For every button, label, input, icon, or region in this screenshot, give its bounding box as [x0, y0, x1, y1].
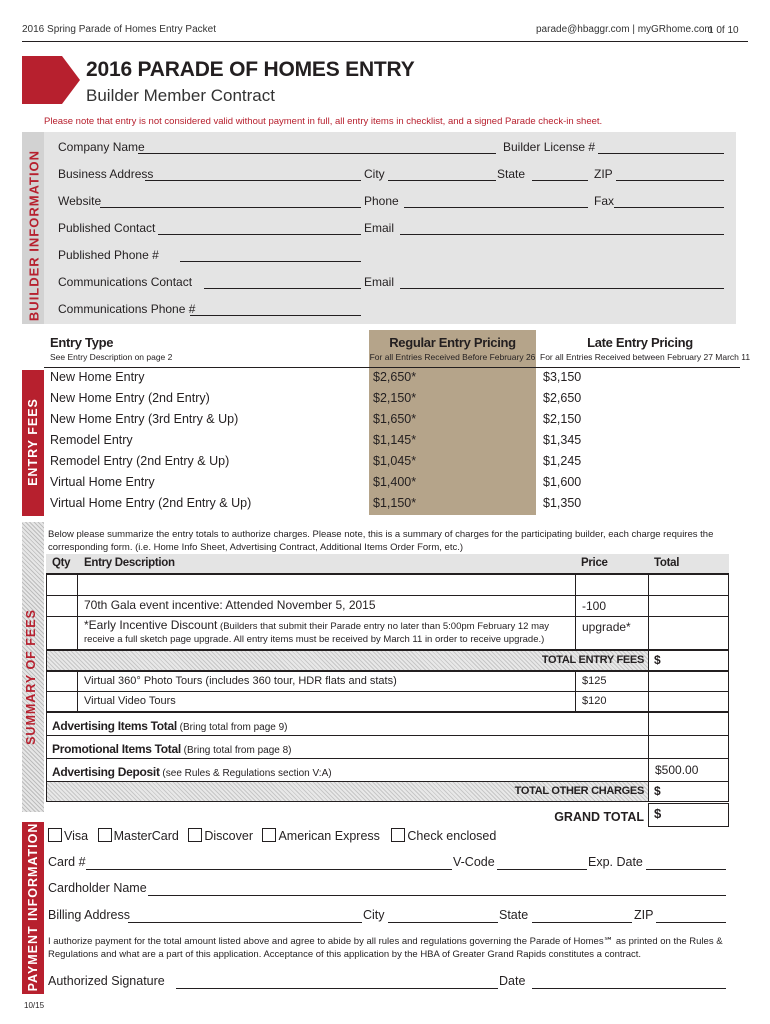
vcode-field[interactable]	[497, 869, 587, 870]
fee-late-price: $2,150	[543, 412, 582, 426]
website-label: Website	[58, 194, 102, 208]
fee-entry-name: Virtual Home Entry (2nd Entry & Up)	[50, 496, 252, 510]
summary-intro: Below please summarize the entry totals to authorize charges. Please note, this is a summary of charges for the participating builder, each charge requires the corresponding form. (i.e. Home Info Sheet, Advertising Contract, Additional Items Order Form, etc.)	[48, 529, 714, 553]
published-phone-label: Published Phone #	[58, 248, 159, 262]
blank-row-price[interactable]	[575, 574, 649, 596]
video-row-total[interactable]	[648, 691, 729, 712]
adv-total-text: Advertising Items Total (Bring total from page 9)	[52, 719, 288, 733]
vcode-label: V-Code	[453, 855, 495, 869]
amex-checkbox[interactable]	[262, 828, 276, 842]
billing-city-label: City	[363, 908, 385, 922]
grand-total-dollar: $	[654, 806, 662, 821]
video-price: $120	[582, 695, 607, 707]
entry-type-head: Entry Type	[50, 335, 114, 350]
gala-row-qty[interactable]	[46, 595, 78, 617]
promo-total-text: Promotional Items Total (Bring total from page 8)	[52, 742, 292, 756]
total-entry-dollar: $	[654, 653, 661, 667]
video-row-qty[interactable]	[46, 691, 78, 712]
business-address-label: Business Address	[58, 167, 154, 181]
fee-late-price: $1,350	[543, 496, 582, 510]
billing-zip-field[interactable]	[656, 922, 726, 923]
zip-field[interactable]	[616, 180, 724, 181]
check-checkbox[interactable]	[391, 828, 405, 842]
state-field[interactable]	[532, 180, 588, 181]
regular-pricing-head: Regular Entry Pricing	[389, 335, 516, 350]
fee-entry-name: Remodel Entry (2nd Entry & Up)	[50, 454, 230, 468]
payment-tab: PAYMENT INFORMATION	[26, 822, 40, 992]
video-text: Virtual Video Tours	[84, 695, 176, 707]
fee-late-price: $1,345	[543, 433, 582, 447]
early-detail: (Builders that submit their Parade entry no later than 5:00pm February 12 may receive a full sketch page upgrade. All entry items must be received by March 11 in order to receive upgrade.)	[84, 621, 550, 645]
zip-label: ZIP	[594, 167, 613, 181]
gala-price: -100	[582, 599, 607, 613]
business-address-field[interactable]	[145, 180, 361, 181]
phone-field[interactable]	[404, 207, 588, 208]
fee-entry-name: New Home Entry (3rd Entry & Up)	[50, 412, 239, 426]
tour360-text: Virtual 360° Photo Tours (includes 360 tour, HDR flats and stats)	[84, 675, 397, 687]
fee-entry-name: New Home Entry (2nd Entry)	[50, 391, 210, 405]
authorization-text: I authorize payment for the total amount listed above and agree to abide by all rules and regulations governing the Parade of Homes℠ as printed on the Rules & Regulations and what are a part of this application. Acceptance of this application by the HBA of Greater Grand Rapids constitutes a contract.	[48, 936, 723, 960]
col-desc: Entry Description	[84, 557, 175, 569]
email-label: Email	[364, 221, 395, 235]
billing-state-label: State	[499, 908, 529, 922]
fee-regular-price: $1,150*	[373, 496, 417, 510]
billing-address-label: Billing Address	[48, 908, 130, 922]
published-contact-label: Published Contact	[58, 221, 156, 235]
communications-phone-label: Communications Phone #	[58, 302, 196, 316]
communications-contact-field[interactable]	[204, 288, 361, 289]
entry-type-note: See Entry Description on page 2	[50, 352, 173, 362]
tour-row-qty[interactable]	[46, 671, 78, 692]
page-subtitle: Builder Member Contract	[86, 86, 275, 105]
early-price: upgrade*	[582, 620, 631, 634]
fee-entry-name: New Home Entry	[50, 370, 145, 384]
fee-late-price: $1,600	[543, 475, 582, 489]
billing-city-field[interactable]	[388, 922, 498, 923]
header-rule	[22, 41, 748, 42]
fax-label: Fax	[594, 194, 615, 208]
city-label: City	[364, 167, 385, 181]
total-other-label: TOTAL OTHER CHARGES	[514, 785, 644, 797]
website-field[interactable]	[100, 207, 361, 208]
tour360-price: $125	[582, 675, 607, 687]
adv-total-field[interactable]	[648, 712, 729, 736]
check-label: Check enclosed	[407, 829, 497, 843]
communications-contact-label: Communications Contact	[58, 275, 193, 289]
promo-total-field[interactable]	[648, 735, 729, 759]
builder-license-label: Builder License #	[503, 140, 596, 154]
page-number: 1 0f 10	[708, 25, 739, 36]
adv-deposit-text: Advertising Deposit (see Rules & Regulations section V:A)	[52, 765, 332, 779]
visa-label: Visa	[64, 829, 89, 843]
cardholder-label: Cardholder Name	[48, 881, 147, 895]
fee-regular-price: $1,400*	[373, 475, 417, 489]
fees-tab: ENTRY FEES	[26, 398, 40, 486]
summary-tab: SUMMARY OF FEES	[24, 609, 38, 745]
fee-late-price: $2,650	[543, 391, 582, 405]
card-type-options	[48, 828, 496, 843]
billing-zip-label: ZIP	[634, 908, 654, 922]
discover-checkbox[interactable]	[188, 828, 202, 842]
contact-info: parade@hbaggr.com | myGRhome.com	[536, 24, 713, 35]
fee-entry-name: Virtual Home Entry	[50, 475, 155, 489]
fee-regular-price: $1,650*	[373, 412, 417, 426]
fee-regular-price: $1,045*	[373, 454, 417, 468]
company-name-label: Company Name	[58, 140, 145, 154]
early-text	[84, 619, 572, 646]
visa-checkbox[interactable]	[48, 828, 62, 842]
gala-text: 70th Gala event incentive: Attended November 5, 2015	[84, 598, 376, 612]
adv-deposit-price: $500.00	[655, 763, 699, 777]
early-row-total[interactable]	[648, 616, 729, 650]
total-other-dollar: $	[654, 784, 661, 798]
early-title: *Early Incentive Discount	[84, 618, 218, 632]
tour-row-total[interactable]	[648, 671, 729, 692]
fax-field[interactable]	[614, 207, 724, 208]
col-total: Total	[654, 557, 680, 569]
page-title: 2016 PARADE OF HOMES ENTRY	[86, 58, 415, 81]
blank-row-total[interactable]	[648, 574, 729, 596]
late-pricing-note: For all Entries Received between February 27 March 11	[540, 352, 751, 362]
late-pricing-head: Late Entry Pricing	[587, 335, 693, 350]
fee-regular-price: $2,650*	[373, 370, 417, 384]
phone-label: Phone	[364, 194, 399, 208]
amex-label: American Express	[278, 829, 380, 843]
fee-late-price: $1,245	[543, 454, 582, 468]
total-entry-fees-label: TOTAL ENTRY FEES	[541, 654, 644, 666]
packet-title: 2016 Spring Parade of Homes Entry Packet	[22, 24, 216, 35]
card-number-field[interactable]	[86, 869, 452, 870]
communications-email-label: Email	[364, 275, 395, 289]
cardholder-field[interactable]	[148, 895, 726, 896]
signature-field[interactable]	[176, 988, 498, 989]
signature-label: Authorized Signature	[48, 974, 165, 988]
discover-label: Discover	[204, 829, 253, 843]
footer-code: 10/15	[24, 1001, 45, 1010]
title-arrow	[22, 56, 82, 104]
city-field[interactable]	[388, 180, 496, 181]
regular-pricing-note: For all Entries Received Before February 26	[369, 352, 536, 362]
early-row-qty[interactable]	[46, 616, 78, 650]
fee-late-price: $3,150	[543, 370, 582, 384]
builder-tab: BUILDER INFORMATION	[26, 149, 42, 322]
date-label: Date	[499, 974, 526, 988]
gala-row-total[interactable]	[648, 595, 729, 617]
exp-date-field[interactable]	[646, 869, 726, 870]
fee-entry-name: Remodel Entry	[50, 433, 133, 447]
mastercard-label: MasterCard	[113, 829, 179, 843]
fees-divider	[44, 367, 740, 368]
date-field[interactable]	[532, 988, 726, 989]
published-contact-field[interactable]	[158, 234, 361, 235]
grand-total-label: GRAND TOTAL	[554, 810, 644, 824]
col-price: Price	[581, 557, 608, 569]
billing-state-field[interactable]	[532, 922, 632, 923]
published-phone-field[interactable]	[180, 261, 361, 262]
entry-note: Please note that entry is not considered valid without payment in full, all entry items in checklist, and a signed Parade check-in sheet.	[44, 116, 603, 127]
company-name-field[interactable]	[138, 153, 496, 154]
billing-address-field[interactable]	[128, 922, 362, 923]
exp-date-label: Exp. Date	[588, 855, 643, 869]
builder-license-field[interactable]	[598, 153, 724, 154]
card-number-label: Card #	[48, 855, 86, 869]
mastercard-checkbox[interactable]	[98, 828, 112, 842]
blank-row-desc[interactable]	[77, 574, 576, 596]
email-field[interactable]	[400, 234, 724, 235]
communications-phone-field[interactable]	[190, 315, 361, 316]
fee-regular-price: $1,145*	[373, 433, 417, 447]
blank-row-qty[interactable]	[46, 574, 78, 596]
fee-regular-price: $2,150*	[373, 391, 417, 405]
col-qty: Qty	[52, 557, 71, 569]
state-label: State	[497, 167, 526, 181]
communications-email-field[interactable]	[400, 288, 724, 289]
